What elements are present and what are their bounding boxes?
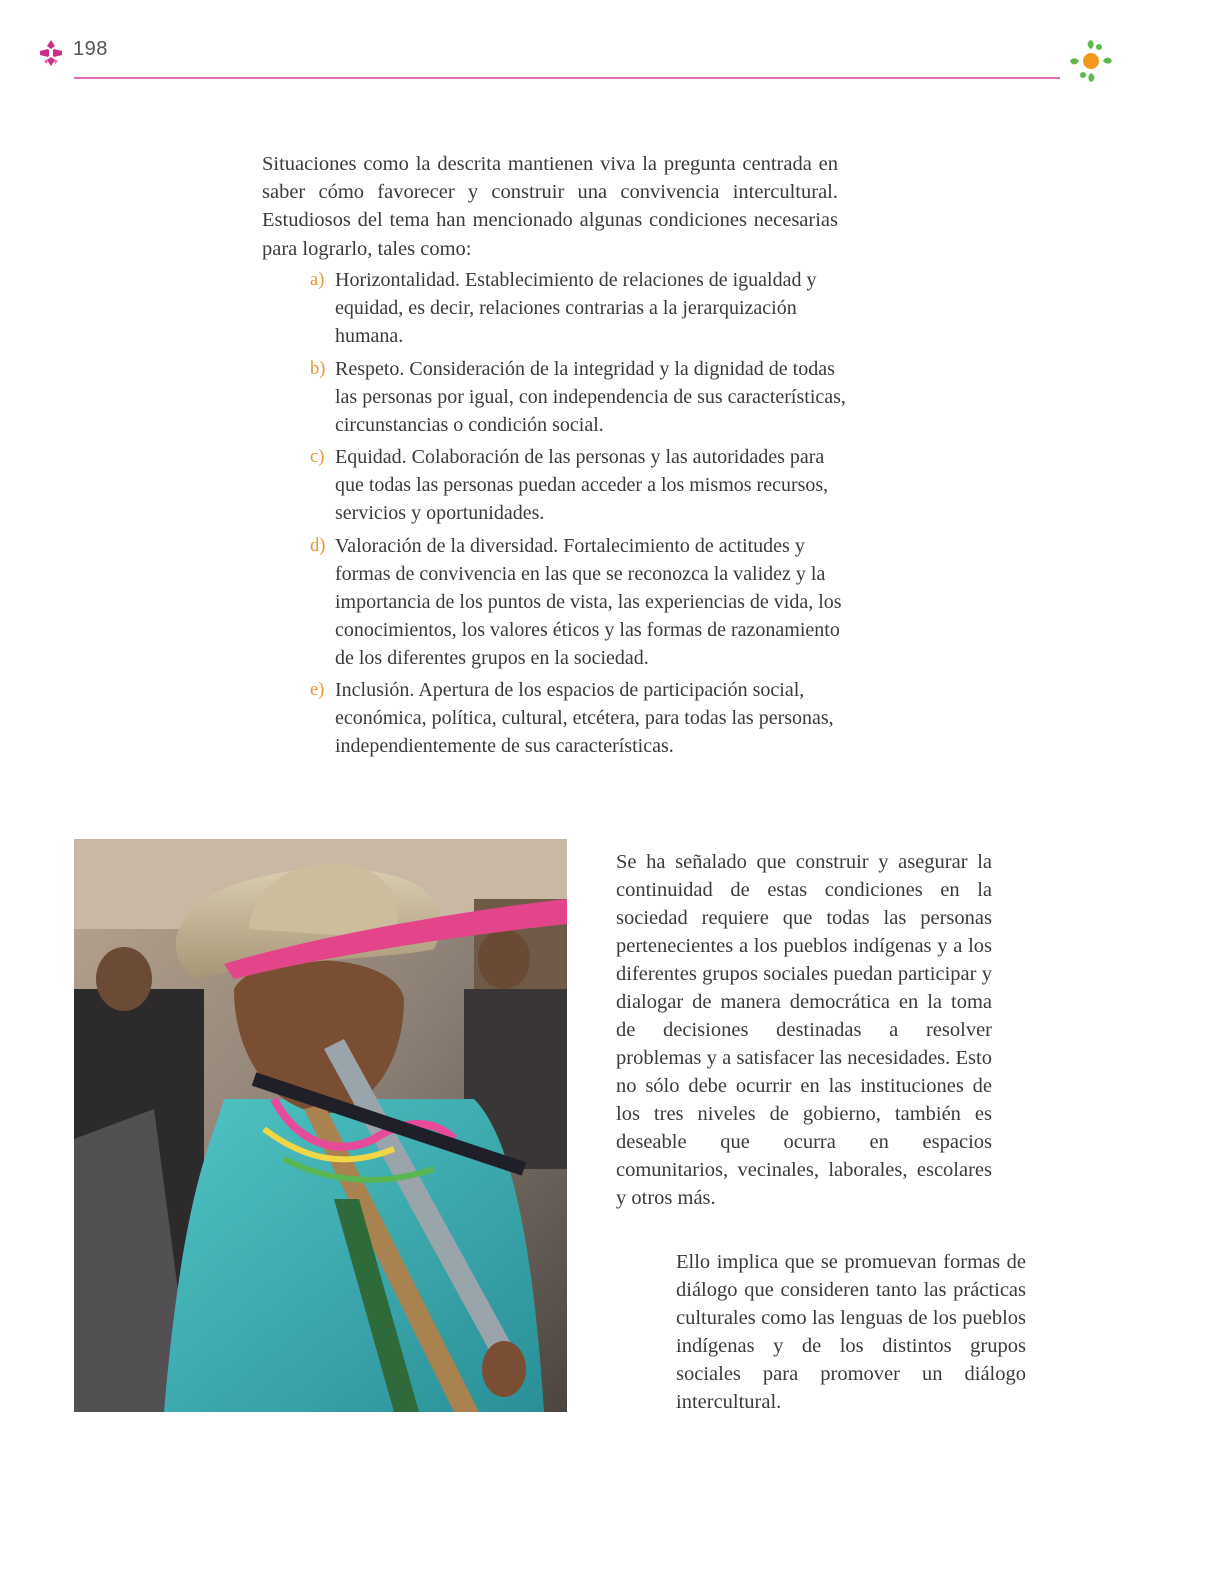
green-orange-flower-icon <box>1066 36 1116 86</box>
photo-man-playing-flute <box>74 839 567 1412</box>
list-letter: d) <box>310 535 326 556</box>
list-item <box>308 532 848 672</box>
list-item-text: Equidad. Colaboración de las personas y las autoridades para que todas las personas puedan acceder a los mismos recursos, servicios y oportunidades. <box>335 446 829 524</box>
intro-paragraph: Situaciones como la descrita mantienen viva la pregunta centrada en saber cómo favorecer y construir una convivencia intercultural. Estudiosos del tema han mencionado algunas condiciones necesarias para lograrlo, tales como: <box>262 153 838 260</box>
list-item <box>308 355 848 439</box>
list-item-text: Respeto. Consideración de la integridad y la dignidad de todas las personas por igual, con independencia de sus características, circunstancias o condición social. <box>335 357 846 436</box>
header-rule <box>74 77 1060 79</box>
list-item-text: Horizontalidad. Establecimiento de relaciones de igualdad y equidad, es decir, relaciones contrarias a la jerarquización humana. <box>335 269 817 347</box>
body-paragraph-last: Ello implica que se promuevan formas de diálogo que consideren tanto las prácticas culturales como las lenguas de los pueblos indígenas y de los distintos grupos sociales para promover un diálogo intercultural. <box>676 1251 1026 1413</box>
body-paragraph-right: Se ha señalado que construir y asegurar la continuidad de estas condiciones en la sociedad requiere que todas las personas pertenecientes a los pueblos indígenas y a los diferentes grupos sociales puedan participar y dialogar de manera democrática en la toma de decisiones destinadas a resolver problemas y a satisfacer las necesidades. Esto no sólo debe ocurrir en las instituciones de los tres niveles de gobierno, también es deseable que ocurra en espacios comunitarios, vecinales, laborales, escolares y otros más. <box>616 851 992 1209</box>
conditions-list <box>308 266 848 765</box>
page-number: 198 <box>73 38 108 60</box>
list-item <box>308 676 848 760</box>
list-item <box>308 443 848 527</box>
magenta-ornament-icon <box>36 38 66 68</box>
list-letter: a) <box>310 270 325 290</box>
list-item-text: Valoración de la diversidad. Fortalecimiento de actitudes y formas de convivencia en las que se reconozca la validez y la importancia de los puntos de vista, las experiencias de vida, los conocimientos, los valores éticos y las formas de razonamiento de los diferentes grupos en la sociedad. <box>335 534 842 669</box>
list-letter: c) <box>310 447 325 467</box>
list-letter: e) <box>310 680 325 700</box>
list-item <box>308 266 848 350</box>
list-item-text: Inclusión. Apertura de los espacios de participación social, económica, política, cultural, etcétera, para todas las personas, independientemente de sus características. <box>335 679 834 757</box>
list-letter: b) <box>310 358 326 379</box>
